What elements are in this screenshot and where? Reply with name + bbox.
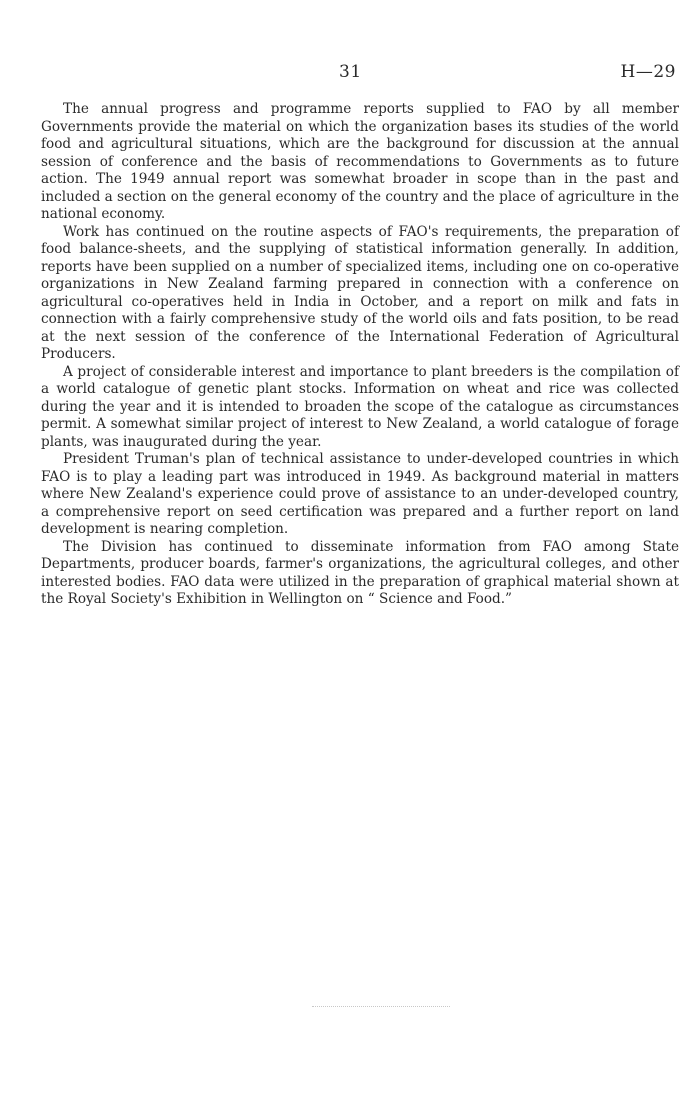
paragraph-plant-catalogue: A project of considerable interest and importance to plant breeders is the compilation of a world catalogue of genetic plant stocks. Information on wheat and rice was collected during the year and it is intended to broaden the scope of the catalogue as circumstances permit. A somewhat similar project of interest to New Zealand, a world catalogue of forage plants, was inaugurated during the year. [41, 363, 679, 450]
page-header [0, 62, 700, 86]
body-text [41, 101, 679, 609]
document-reference: H—29 [620, 62, 676, 82]
paragraph-dissemination: The Division has continued to disseminate information from FAO among State Departments, producer boards, farmer's organizations, the agricultural colleges, and other interested bodies. FAO data were utilized in the preparation of graphical material shown at the Royal Society's Exhibition in Wellington on “ Science and Food.” [41, 538, 679, 607]
paragraph-technical-assistance: President Truman's plan of technical assistance to under-developed countries in which FAO is to play a leading part was introduced in 1949. As background material in matters where New Zealand's experience could prove of assistance to an under-developed country, a comprehensive report on seed certification was prepared and a further report on land development is nearing completion. [41, 451, 679, 537]
footer-rule [312, 1006, 450, 1007]
paragraph-fao-reports: The annual progress and programme reports supplied to FAO by all member Governments provide the material on which the organization bases its studies of the world food and agricultural situations, which are the background for discussion at the annual session of conference and the basis of recommendations to Governments as to future action. The 1949 annual report was somewhat broader in scope than in the past and included a section on the general economy of the country and the place of agriculture in the national economy. [41, 101, 679, 222]
paragraph-routine-work: Work has continued on the routine aspects of FAO's requirements, the preparation of food balance-sheets, and the supplying of statistical information generally. In addition, reports have been supplied on a number of specialized items, including one on co-operative organizations in New Zealand farming prepared in connection with a conference on agricultural co-operatives held in India in October, and a report on milk and fats in connection with a fairly comprehensive study of the world oils and fats position, to be read at the next session of the conference of the International Federation of Agricultural Producers. [41, 223, 679, 362]
page-number: 31 [339, 62, 362, 82]
